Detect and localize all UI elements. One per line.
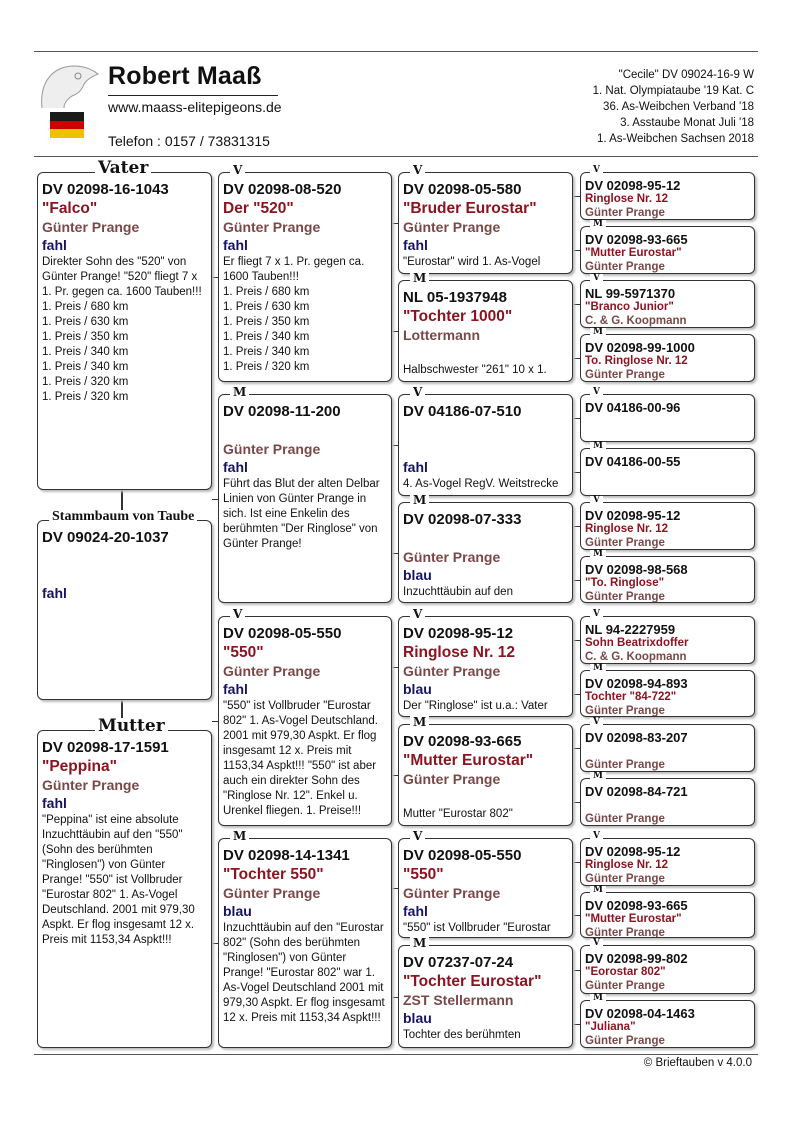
pigeon-notes: "Eurostar" wird 1. As-Vogel [403,256,541,268]
dam-label: M [590,664,606,673]
connector-line [573,580,580,581]
pigeon-notes: Der "Ringlose" ist u.a.: Vater [403,700,548,712]
breeder-name: Günter Prange [223,219,321,235]
website-link[interactable]: www.maass-elitepigeons.de [108,99,282,115]
breeder-name: Günter Prange [403,663,501,679]
dam-box[interactable] [580,448,755,496]
breeder-name [585,483,750,496]
connector-line [573,862,580,863]
achievement: 3. Asstaube Monat Juli '18 [620,117,754,129]
connector-line [573,915,580,916]
pigeon-name: Ringlose Nr. 12 [585,859,669,871]
pigeon-name: "Tochter 550" [223,866,324,883]
sire-box[interactable] [398,616,573,717]
breeder-name: Günter Prange [403,549,501,565]
achievement: 36. As-Weibchen Verband '18 [603,101,754,113]
sire-label: V [590,610,603,619]
breeder-name: Günter Prange [403,219,501,235]
ring-number: DV 02098-93-665 [403,733,522,750]
color-value: fahl [42,795,67,811]
breeder-name: C. & G. Koopmann [585,651,687,663]
pigeon-name: Ringlose Nr. 12 [585,193,669,205]
pigeon-name [585,799,750,813]
sire-box[interactable] [218,616,392,826]
connector-line [573,748,580,749]
dam-box[interactable] [580,334,755,382]
pigeon-notes: Er fliegt 7 x 1. Pr. gegen ca. 1600 Tauben!!! 1. Preis / 680 km 1. Preis / 630 km 1. Preis / 350 km 1. Preis / 340 km 1. Preis / 340 km 1. Preis / 320 km [223,256,365,373]
breeder-name: Günter Prange [42,777,140,793]
sire-box[interactable] [580,838,755,886]
connector-line [573,250,580,251]
color-value: blau [403,681,432,697]
pigeon-name: "Mutter Eurostar" [585,913,682,925]
pigeon-notes: Tochter des berühmten [403,1029,521,1041]
sire-box[interactable] [580,172,755,220]
sire-label: V [410,164,425,176]
color-value: blau [403,1010,432,1026]
color-value: fahl [403,459,428,475]
pigeon-name: "Falco" [42,200,98,217]
pigeon-notes: "550" ist Vollbruder "Eurostar [403,922,551,934]
breeder-name: Günter Prange [585,1035,665,1047]
pigeon-name [223,422,387,441]
sire-label: V [590,718,603,727]
pigeon-name: "Branco Junior" [585,301,674,313]
ring-number: DV 04186-07-510 [403,403,522,420]
pigeon-notes: "550" ist Vollbruder "Eurostar 802" 1. As-Vogel Deutschland. 2001 mit 979,30 Aspkt. Er flog insgesamt 12 x. Preis mit 1153,34 Aspkt!!! "550" ist aber auch ein direkter Sohn des "Ringlose Nr. 12". Enkel u. Urenkel fliegen. 1. Preise!!! [223,700,378,817]
owner-name: Robert Maaß [108,62,262,90]
pigeon-name: "Peppina" [42,758,117,775]
sire-label: V [590,496,603,505]
pigeon-name: "550" [403,866,444,883]
dam-label: M [230,386,249,398]
breeder-name: Günter Prange [223,663,321,679]
color-value [403,345,568,363]
color-value: blau [223,903,252,919]
sire-box[interactable] [398,172,573,274]
ring-number: DV 02098-95-12 [403,625,514,642]
achievement: 1. As-Weibchen Sachsen 2018 [596,133,754,145]
ring-number: DV 02098-08-520 [223,181,342,198]
ring-number: NL 99-5971370 [585,286,676,301]
breeder-name: Günter Prange [585,705,665,717]
sire-box[interactable] [580,945,755,994]
breeder-name: Günter Prange [585,813,665,825]
pigeon-notes: 4. As-Vogel RegV. Weitstrecke [403,478,559,490]
dam-label: M [590,994,606,1003]
ring-number: DV 02098-11-200 [223,403,341,420]
ring-number: DV 02098-04-1463 [585,1006,695,1021]
breeder-name [585,429,750,442]
sire-label: V [590,166,603,175]
sire-box[interactable] [398,838,573,938]
breeder-name: Günter Prange [223,885,321,901]
connector-line [573,196,580,197]
connector-line [573,472,580,473]
color-value: fahl [223,681,248,697]
sire-box[interactable] [37,172,212,490]
breeder-name: Günter Prange [585,537,665,549]
sire-box[interactable] [398,394,573,496]
generation-label: Vater [95,160,151,177]
color-value: fahl [403,237,428,253]
ring-number: DV 02098-07-333 [403,511,522,528]
sire-label: V [590,939,603,948]
dam-label: M [590,550,606,559]
sire-box[interactable] [580,724,755,772]
breeder-name: Günter Prange [403,771,501,787]
sire-label: V [230,608,245,620]
achievement: "Cecile" DV 09024-16-9 W [618,69,754,81]
breeder-name: Günter Prange [585,927,665,938]
pigeon-notes: Inzuchttäubin auf den "Eurostar 802" (Sohn des berühmten "Ringlosen") von Günter Prange! "Eurostar 802" war 1. As-Vogel Deutschland 2001 mit 979,30 Aspkt. Er flog insgesamt 12 x. Preis mit 1153,34 Aspkt!!! [223,922,385,1024]
dam-label: M [590,772,606,781]
dam-box[interactable] [580,670,755,717]
dam-box[interactable] [398,724,573,826]
ring-number: DV 02098-93-665 [585,898,688,913]
connector-line [573,358,580,359]
footer-rule [34,1054,758,1055]
ring-number: DV 02098-05-550 [403,847,522,864]
pigeon-name: Tochter "84-722" [585,691,677,703]
pigeon-name: "Mutter Eurostar" [403,752,534,769]
sire-label: V [590,832,603,841]
pigeon-notes: "Peppina" ist eine absolute Inzuchttäubin auf den "550" (Sohn des berühmten "Ringlosen") von Günter Prange! "550" ist Vollbruder "Eurostar 802" 1. As-Vogel Deutschland. 2001 mit 979,30 Aspkt. Er flog insgesamt 12 x. Preis mit 1153,34 Aspkt!!! [42,814,195,946]
pigeon-name [42,548,207,567]
dam-label: M [590,220,606,229]
pigeon-name [403,530,568,549]
sire-label: V [590,274,603,283]
pigeon-name: "Tochter Eurostar" [403,973,542,990]
sire-box[interactable] [580,502,755,550]
generation-label: Mutter [95,718,168,735]
pigeon-notes: Direkter Sohn des "520" von Günter Prange! "520" fliegt 7 x 1. Pr. gegen ca. 1600 Tauben!!! 1. Preis / 680 km 1. Preis / 630 km 1. Preis / 350 km 1. Preis / 340 km 1. Preis / 340 km 1. Preis / 320 km 1. Preis / 320 km [42,256,202,403]
dam-box[interactable] [580,556,755,603]
ring-number: DV 02098-99-802 [585,951,688,966]
color-value: fahl [42,237,67,253]
connector-line [573,1024,580,1025]
sire-box[interactable] [580,280,755,328]
dam-box[interactable] [580,892,755,938]
pigeon-name: "Mutter Eurostar" [585,247,682,259]
dam-box[interactable] [218,394,392,603]
breeder-name: ZST Stellermann [403,992,514,1008]
color-value: blau [403,567,432,583]
ring-number: DV 09024-20-1037 [42,529,169,546]
sire-box[interactable] [218,172,392,382]
ring-number: DV 02098-17-1591 [42,739,169,756]
ring-number: DV 02098-95-12 [585,508,681,523]
pigeon-head-logo [38,60,102,110]
dam-label: M [590,328,606,337]
ring-number: NL 94-2227959 [585,622,676,637]
breeder-name: C. & G. Koopmann [585,315,687,327]
breeder-name: Günter Prange [585,980,665,992]
copyright: © Brieftauben v 4.0.0 [643,1057,752,1069]
pigeon-name: "Eorostar 802" [585,966,666,978]
sire-label: V [230,164,245,176]
breeder-name: Günter Prange [585,369,665,381]
ring-number: DV 02098-93-665 [585,232,688,247]
dam-label: M [590,886,606,895]
ring-number: DV 02098-05-580 [403,181,522,198]
achievements-list [593,67,754,147]
color-value [403,789,568,807]
ring-number: DV 02098-16-1043 [42,181,169,198]
ring-number: DV 02098-14-1341 [223,847,350,864]
breeder-name: Günter Prange [403,885,501,901]
pigeon-name: "550" [223,644,264,661]
ring-number: DV 02098-99-1000 [585,340,695,355]
header-bottom-rule [34,156,758,157]
color-value: fahl [403,903,428,919]
connector-line [573,418,580,419]
ring-number: DV 02098-05-550 [223,625,342,642]
ring-number: DV 02098-95-12 [585,844,681,859]
dam-box[interactable] [398,280,573,382]
pigeon-notes: Mutter "Eurostar 802" [403,808,513,820]
subject-box[interactable] [37,520,212,700]
connector-line [573,694,580,695]
ring-number: DV 02098-95-12 [585,178,681,193]
sire-label: V [410,608,425,620]
dam-box[interactable] [37,730,212,1048]
pigeon-name [585,415,750,429]
breeder-name [42,567,207,585]
pigeon-notes: Inzuchttäubin auf den [403,586,513,598]
dam-label: M [410,937,429,949]
pigeon-name: "Bruder Eurostar" [403,200,537,217]
color-value: fahl [223,237,248,253]
ring-number: DV 02098-98-568 [585,562,688,577]
ring-number: NL 05-1937948 [403,289,507,306]
dam-label: M [410,716,429,728]
dam-label: M [230,830,249,842]
breeder-name: Günter Prange [42,219,140,235]
dam-box[interactable] [218,838,392,1048]
sire-label: V [410,386,425,398]
ring-number: DV 07237-07-24 [403,954,514,971]
connector-line [573,802,580,803]
breeder-name [403,441,568,459]
color-value: fahl [42,585,67,601]
generation-label: Stammbaum von Taube [49,510,197,524]
dam-box[interactable] [580,226,755,274]
achievement: 1. Nat. Olympiataube '19 Kat. C [592,85,754,97]
pigeon-name: "Juliana" [585,1021,636,1033]
dam-box[interactable] [580,778,755,826]
pigeon-name: "Tochter 1000" [403,308,513,325]
pigeon-name [585,469,750,483]
pigeon-name: Ringlose Nr. 12 [403,644,515,661]
pigeon-name: Sohn Beatrixdoffer [585,637,689,649]
dam-box[interactable] [580,1000,755,1048]
ring-number: DV 02098-83-207 [585,730,688,745]
dam-box[interactable] [398,945,573,1048]
pigeon-name: Ringlose Nr. 12 [585,523,669,535]
connector-line [573,304,580,305]
pigeon-name: To. Ringlose Nr. 12 [585,355,688,367]
germany-flag-icon [50,112,84,138]
phone-number: Telefon : 0157 / 73831315 [108,133,270,149]
sire-box[interactable] [580,616,755,664]
pigeon-name [403,422,568,441]
connector-line [573,526,580,527]
pigeon-name: Der "520" [223,200,294,217]
ring-number: DV 02098-94-893 [585,676,688,691]
dam-box[interactable] [398,502,573,603]
owner-underline [108,95,278,96]
breeder-name: Lottermann [403,327,480,343]
sire-box[interactable] [580,394,755,442]
pigeon-notes: Führt das Blut der alten Delbar Linien von Günter Prange in sich. Ist eine Enkelin des berühmten "Der Ringlose" von Günter Prange! [223,478,380,550]
header-top-rule [34,51,758,52]
sire-label: V [410,830,425,842]
breeder-name: Günter Prange [585,261,665,273]
breeder-name: Günter Prange [585,873,665,885]
connector-line [573,970,580,971]
breeder-name: Günter Prange [585,759,665,771]
ring-number: DV 04186-00-96 [585,400,681,415]
breeder-name: Günter Prange [585,207,665,219]
connector-line [573,640,580,641]
dam-label: M [410,272,429,284]
dam-label: M [590,442,606,451]
pigeon-name: "To. Ringlose" [585,577,665,589]
dam-label: M [410,494,429,506]
ring-number: DV 02098-84-721 [585,784,688,799]
breeder-name: Günter Prange [585,591,665,603]
pigeon-name [585,745,750,759]
ring-number: DV 04186-00-55 [585,454,681,469]
color-value: fahl [223,459,248,475]
pigeon-notes: Halbschwester "261" 10 x 1. [403,364,547,376]
breeder-name: Günter Prange [223,441,321,457]
sire-label: V [590,388,603,397]
